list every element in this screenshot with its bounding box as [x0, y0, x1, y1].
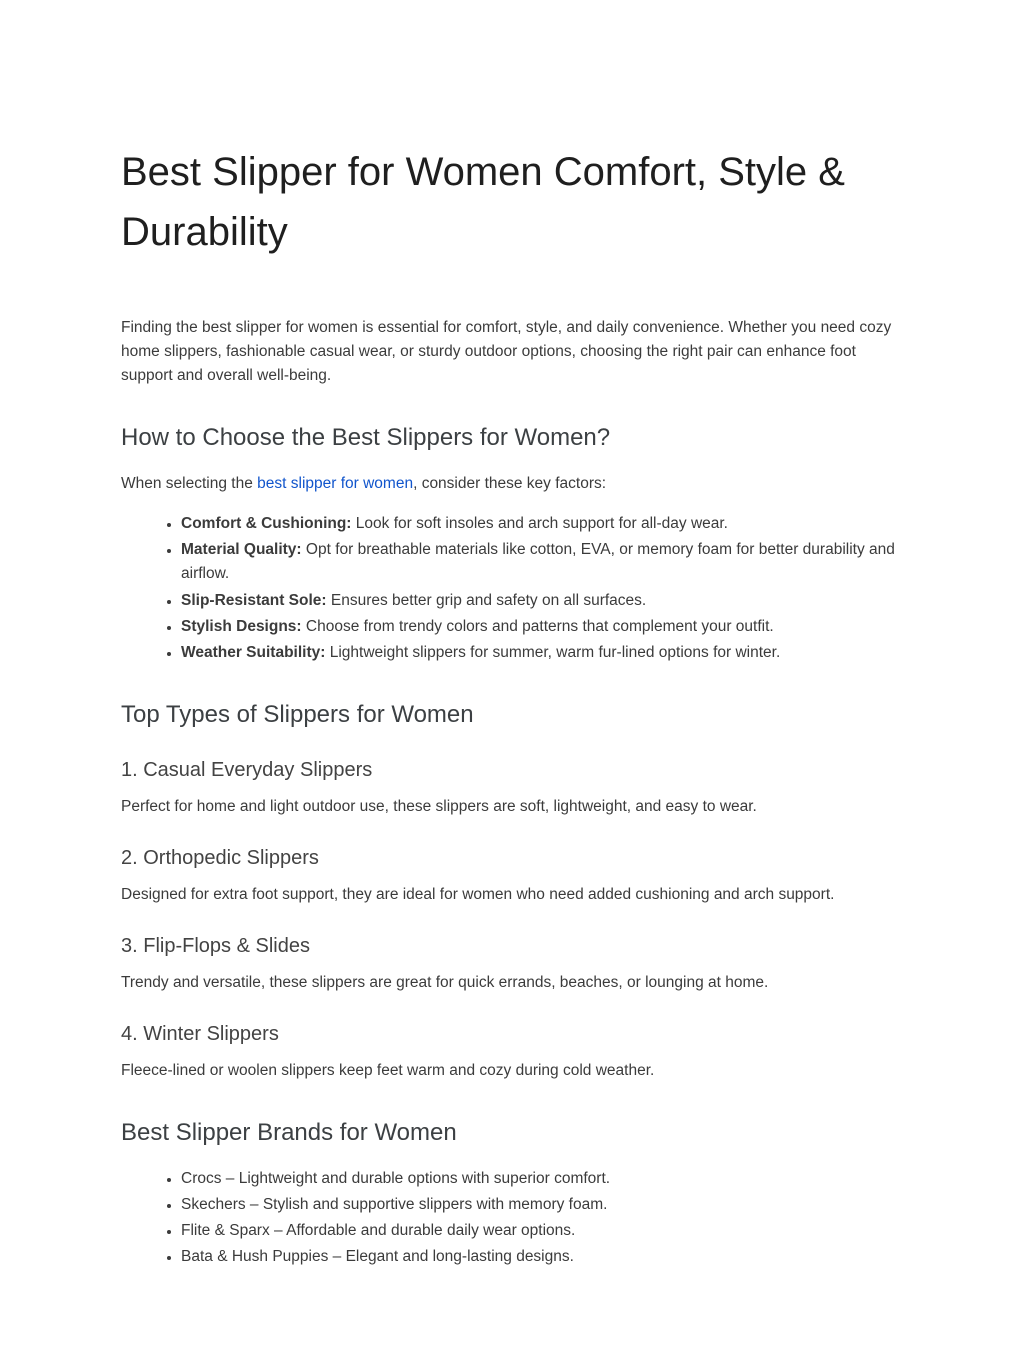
- list-item: • Flite & Sparx – Affordable and durable daily wear options.: [181, 1219, 899, 1243]
- best-slipper-link[interactable]: best slipper for women: [257, 475, 414, 493]
- brands-list: [121, 1167, 899, 1269]
- list-item: • Skechers – Stylish and supportive slippers with memory foam.: [181, 1193, 899, 1217]
- factor-label: Stylish Designs:: [181, 617, 302, 635]
- section-heading-how-to-choose: How to Choose the Best Slippers for Women?: [121, 424, 611, 452]
- type-text-casual: Perfect for home and light outdoor use, these slippers are soft, lightweight, and easy to wear.: [121, 797, 757, 815]
- list-item: [181, 538, 899, 586]
- type-heading-winter: 4. Winter Slippers: [121, 1022, 279, 1045]
- section-heading-top-types: Top Types of Slippers for Women: [121, 700, 474, 728]
- section-heading-brands: Best Slipper Brands for Women: [121, 1119, 457, 1146]
- factor-label: Comfort & Cushioning:: [181, 515, 352, 533]
- type-heading-flipflops: 3. Flip-Flops & Slides: [121, 934, 310, 957]
- factor-text: Ensures better grip and safety on all surfaces.: [326, 591, 647, 609]
- list-item: [181, 589, 899, 613]
- intro-prefix-text: When selecting the: [121, 475, 258, 493]
- factor-label: Weather Suitability:: [181, 643, 326, 661]
- intro-suffix-text: , consider these key factors:: [413, 475, 607, 493]
- factor-text: Lightweight slippers for summer, warm fur-lined options for winter.: [325, 643, 781, 661]
- type-text-winter: Fleece-lined or woolen slippers keep feet warm and cozy during cold weather.: [121, 1061, 655, 1079]
- factor-label: Material Quality:: [181, 541, 302, 559]
- type-text-orthopedic: Designed for extra foot support, they are ideal for women who need added cushioning and arch support.: [121, 885, 835, 903]
- factor-text: Choose from trendy colors and patterns that complement your outfit.: [301, 617, 774, 635]
- factor-label: Slip-Resistant Sole:: [181, 591, 327, 609]
- intro-paragraph: Finding the best slipper for women is essential for comfort, style, and daily convenience. Whether you need cozy home slippers, fashionable casual wear, or sturdy outdoor options, choosing the right pair can enhance foot support and overall well-being.: [121, 319, 892, 385]
- list-item: [181, 641, 899, 665]
- type-heading-orthopedic: 2. Orthopedic Slippers: [121, 846, 319, 869]
- type-text-flipflops: Trendy and versatile, these slippers are great for quick errands, beaches, or lounging at home.: [121, 973, 769, 991]
- list-item: [181, 512, 899, 536]
- factor-text: Opt for breathable materials like cotton, EVA, or memory foam for better durability and airflow.: [181, 541, 895, 583]
- factor-text: Look for soft insoles and arch support for all-day wear.: [351, 515, 728, 533]
- page-title: Best Slipper for Women Comfort, Style & Durability: [121, 150, 845, 254]
- list-item: • Crocs – Lightweight and durable options with superior comfort.: [181, 1167, 899, 1191]
- list-item: • Bata & Hush Puppies – Elegant and long-lasting designs.: [181, 1245, 899, 1269]
- type-heading-casual: 1. Casual Everyday Slippers: [121, 758, 373, 781]
- key-factors-list: [121, 512, 899, 664]
- list-item: [181, 615, 899, 639]
- how-to-choose-intro: [121, 472, 899, 496]
